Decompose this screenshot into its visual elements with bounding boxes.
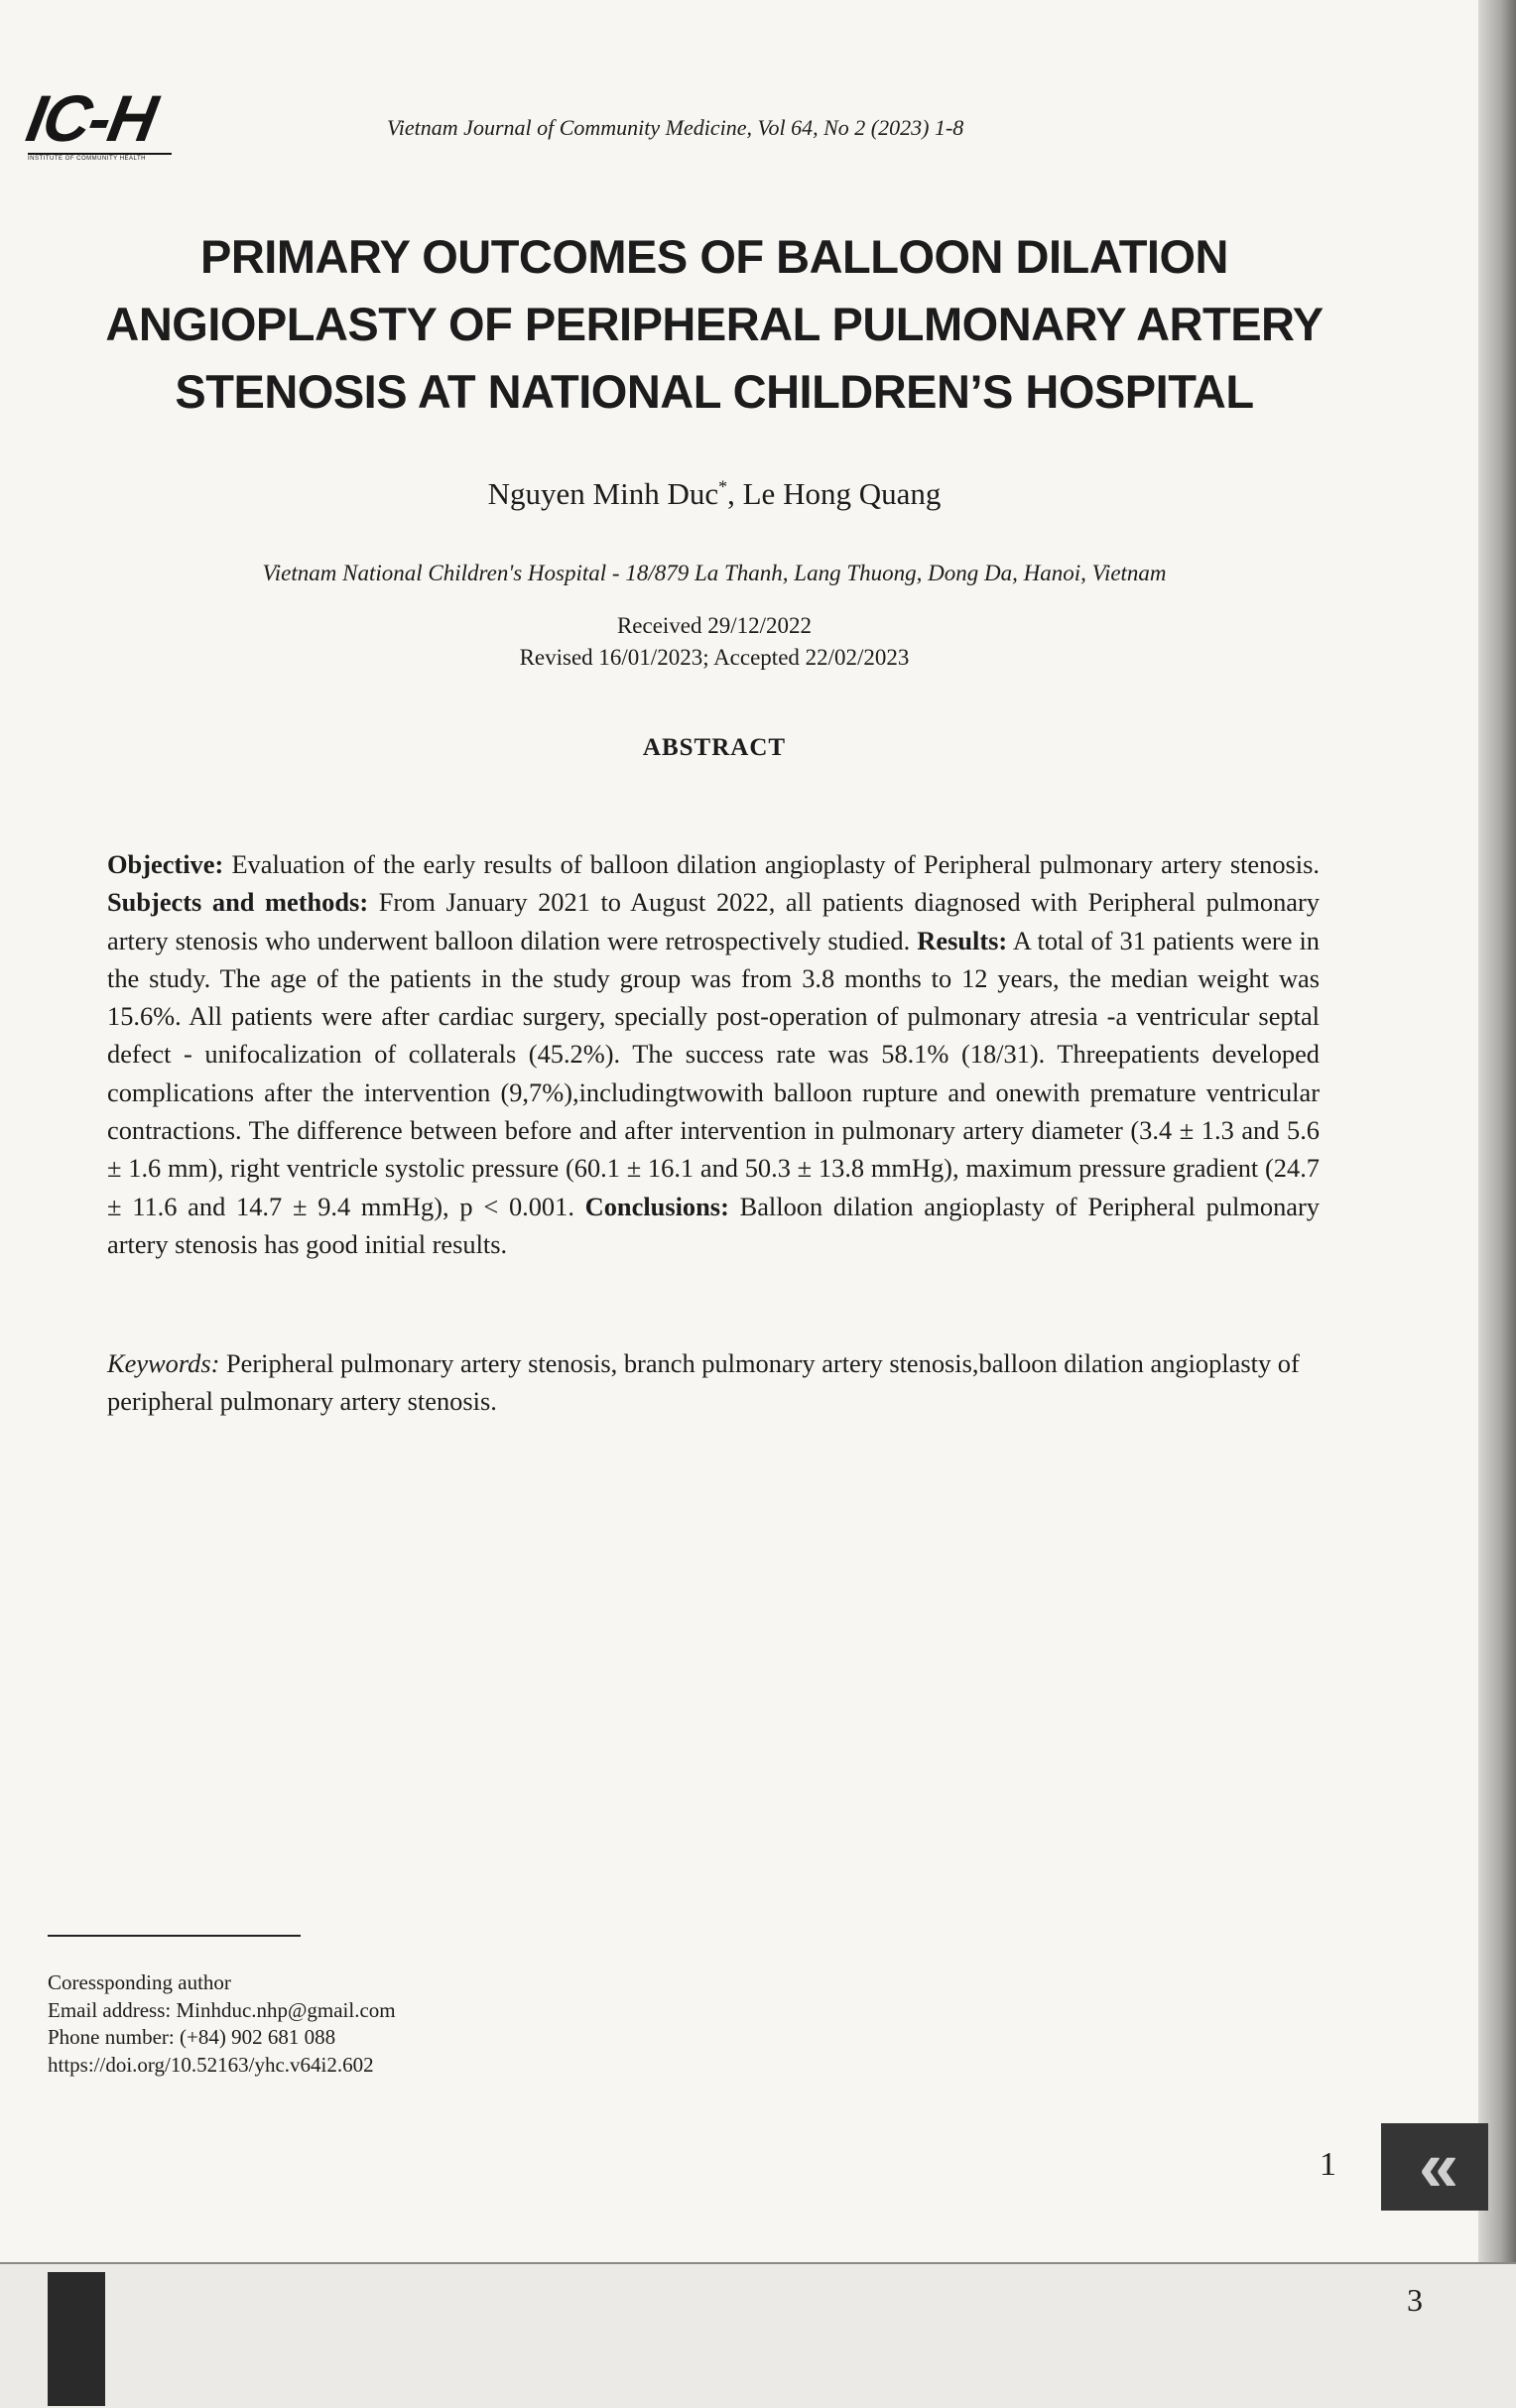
author-separator: , bbox=[727, 476, 743, 511]
journal-logo bbox=[21, 81, 187, 165]
received-date: Received 29/12/2022 bbox=[616, 613, 813, 638]
corresponding-mark: * bbox=[718, 476, 728, 497]
keywords bbox=[107, 1344, 1320, 1421]
title-line-1: PRIMARY OUTCOMES OF BALLOON DILATION bbox=[200, 230, 1228, 283]
author-2: Le Hong Quang bbox=[742, 476, 942, 511]
logo-lettering: IC-H bbox=[21, 81, 162, 155]
results-text: A total of 31 patients were in the study. The age of the patients in the study group was from 3.8 months to 12 years, the median weight was 15.6%. All patients were after cardiac surgery, specially post-operation of pulmonary atresia -a ventricular septal defect - unifocalization of collaterals (45.2%). The success rate was 58.1% (18/31). Threepatients developed complications after the intervention (9,7%),includingtwowith balloon rupture and onewith premature ventricular contractions. The difference between before and after intervention in pulmonary artery diameter (3.4 ± 1.3 and 5.6 ± 1.6 mm), right ventricle systolic pressure (60.1 ± 16.1 and 50.3 ± 13.8 mmHg), maximum pressure gradient (24.7 ± 11.6 and 14.7 ± 9.4 mmHg), p < 0.001. bbox=[107, 925, 1321, 1221]
title-line-2: ANGIOPLASTY OF PERIPHERAL PULMONARY ARTERY bbox=[105, 298, 1324, 350]
methods-text: From January 2021 to August 2022, all patients diagnosed with Peripheral pulmonary artery stenosis who underwent balloon dilation were retrospectively studied. bbox=[107, 887, 1320, 955]
article-title bbox=[60, 223, 1369, 426]
results-label: Results: bbox=[917, 925, 1008, 955]
author-1: Nguyen Minh Duc bbox=[487, 476, 719, 511]
footnote-divider bbox=[48, 1935, 301, 1937]
affiliation: Vietnam National Children's Hospital - 18/879 La Thanh, Lang Thuong, Dong Da, Hanoi, Vietnam bbox=[262, 561, 1167, 585]
logo-subtitle: INSTITUTE OF COMMUNITY HEALTH bbox=[28, 153, 172, 162]
author-list bbox=[0, 476, 1429, 512]
objective-text: Evaluation of the early results of balloon dilation angioplasty of Peripheral pulmonary artery stenosis. bbox=[223, 849, 1320, 879]
objective-label: Objective: bbox=[107, 849, 224, 879]
footnote-phone: Phone number: (+84) 902 681 088 bbox=[48, 2025, 336, 2049]
keywords-label: Keywords: bbox=[107, 1348, 220, 1378]
tab-glyph: « bbox=[1418, 2127, 1452, 2207]
page-edge-shadow bbox=[1478, 0, 1516, 2406]
corresponding-author-footnote bbox=[48, 1969, 643, 2079]
underlying-page-strip bbox=[0, 2262, 1516, 2408]
article-dates bbox=[0, 610, 1429, 674]
chevron-left-icon bbox=[1381, 2123, 1488, 2211]
underlying-page-dark-band bbox=[48, 2272, 105, 2406]
page-number: 1 bbox=[1320, 2146, 1336, 2183]
journal-citation: Vietnam Journal of Community Medicine, Vol 64, No 2 (2023) 1-8 bbox=[387, 115, 964, 140]
footnote-title: Coressponding author bbox=[48, 1970, 231, 1994]
abstract-body bbox=[107, 845, 1320, 1263]
title-line-3: STENOSIS AT NATIONAL CHILDREN’S HOSPITAL bbox=[175, 365, 1254, 418]
keywords-text: Peripheral pulmonary artery stenosis, branch pulmonary artery stenosis,balloon dilation angioplasty of peripheral pulmonary artery stenosis. bbox=[107, 1348, 1300, 1417]
next-page-number: 3 bbox=[1407, 2282, 1423, 2318]
conclusions-text: Balloon dilation angioplasty of Peripheral pulmonary artery stenosis has good initial results. bbox=[107, 1191, 1320, 1259]
footnote-email: Email address: Minhduc.nhp@gmail.com bbox=[48, 1997, 396, 2022]
footnote-doi: https://doi.org/10.52163/yhc.v64i2.602 bbox=[48, 2052, 374, 2077]
revised-accepted-dates: Revised 16/01/2023; Accepted 22/02/2023 bbox=[519, 645, 910, 670]
conclusions-label: Conclusions: bbox=[584, 1191, 729, 1221]
abstract-heading: ABSTRACT bbox=[642, 734, 787, 761]
methods-label: Subjects and methods: bbox=[107, 887, 369, 918]
